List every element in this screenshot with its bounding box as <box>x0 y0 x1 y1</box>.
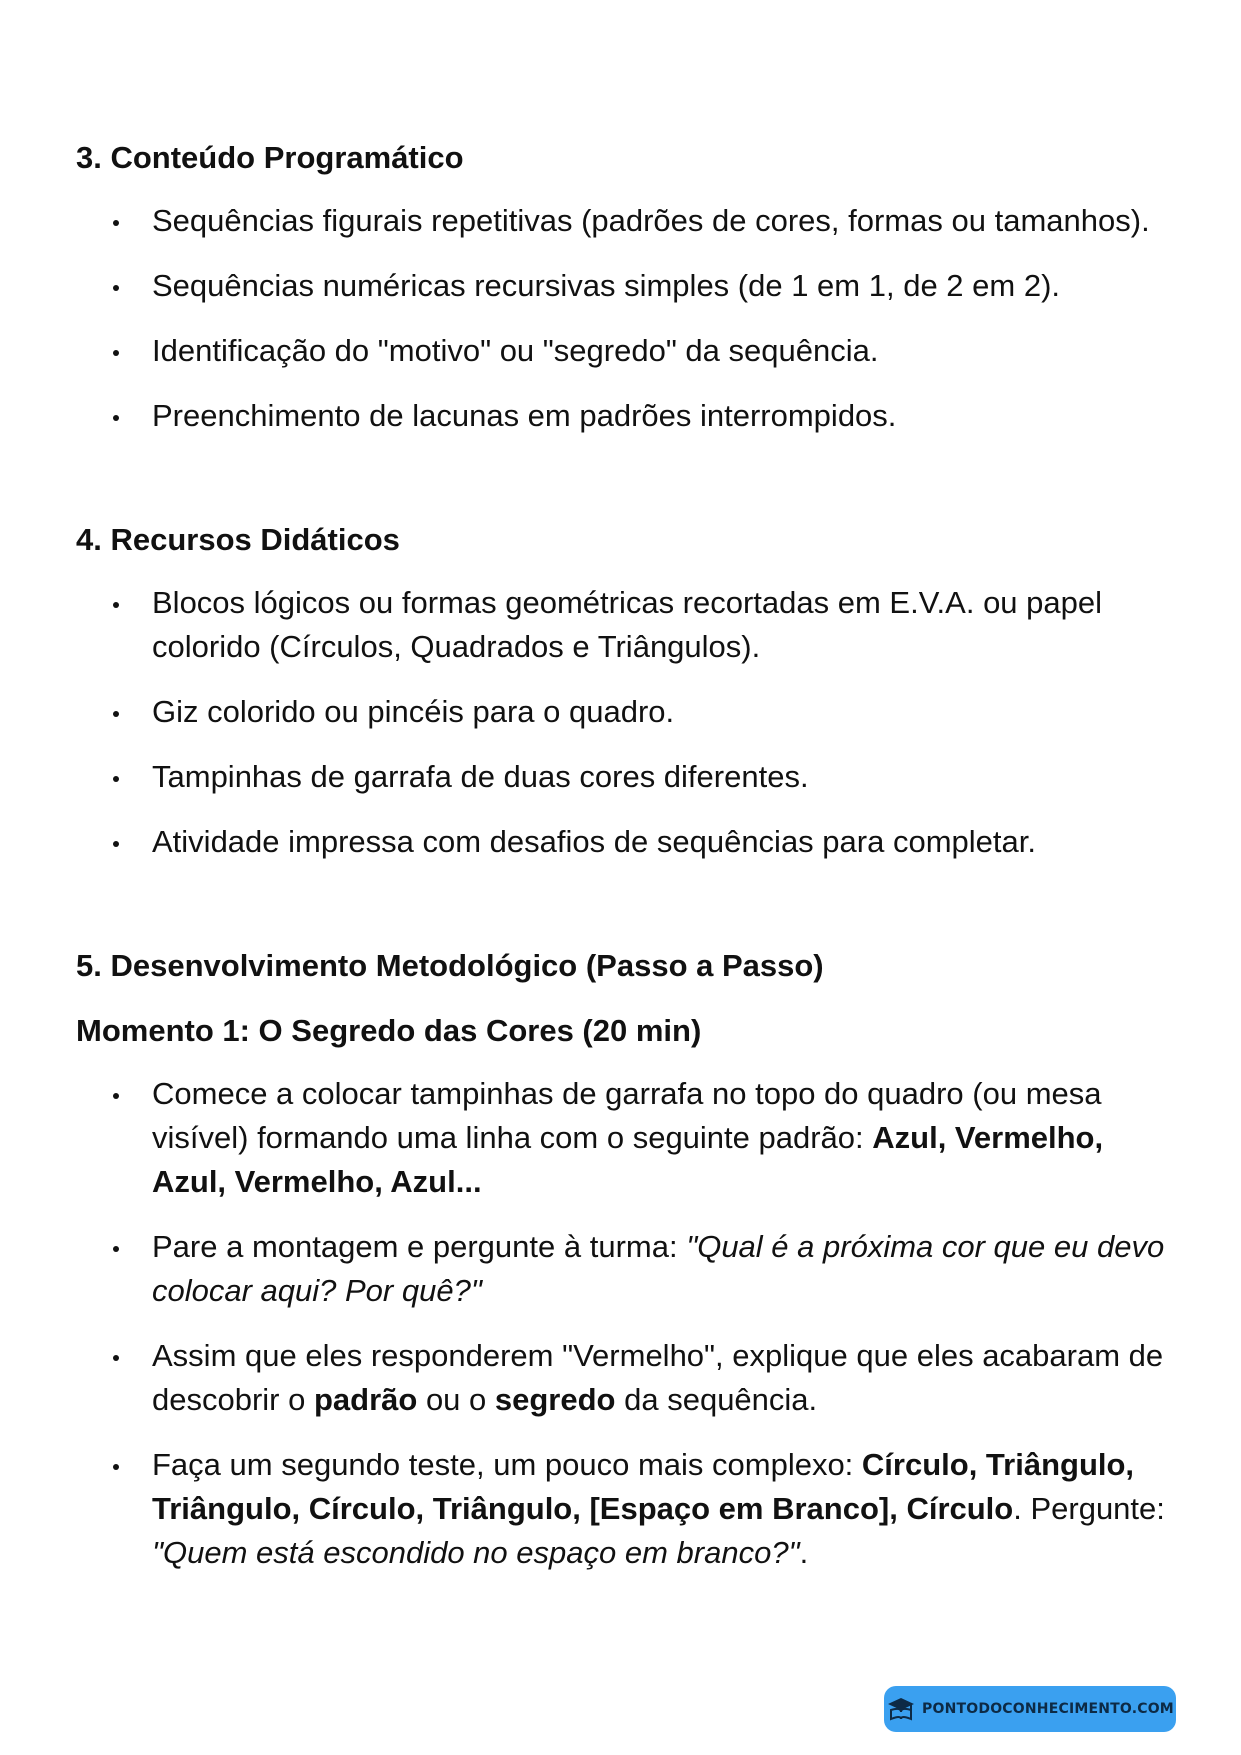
list-item: Atividade impressa com desafios de sequências para completar. <box>76 820 1176 864</box>
list-item: Identificação do "motivo" ou "segredo" da sequência. <box>76 329 1176 373</box>
section-heading-recursos: 4. Recursos Didáticos <box>76 522 400 557</box>
graduation-book-icon <box>886 1696 916 1722</box>
item-italic-question: "Quem está escondido no espaço em branco?" <box>152 1535 800 1570</box>
list-item: Giz colorido ou pincéis para o quadro. <box>76 690 1176 734</box>
item-bold-pattern: Azul, Vermelho, Azul, Vermelho, Azul... <box>152 1120 1104 1199</box>
list-conteudo <box>76 199 1176 438</box>
moment-title: Momento 1: O Segredo das Cores (20 min) <box>76 1013 702 1048</box>
section-spacer <box>76 864 1176 946</box>
list-item <box>76 1443 1176 1575</box>
list-item <box>76 1225 1176 1313</box>
item-bold-shapes: Círculo, Triângulo, Triângulo, Círculo, Triângulo, [Espaço em Branco], Círculo <box>152 1447 1135 1526</box>
list-item: Preenchimento de lacunas em padrões interrompidos. <box>76 394 1176 438</box>
item-text: Faça um segundo teste, um pouco mais complexo: <box>152 1447 862 1482</box>
section-heading-conteudo: 3. Conteúdo Programático <box>76 140 464 175</box>
document-page <box>76 138 1176 1575</box>
list-item: Sequências figurais repetitivas (padrões de cores, formas ou tamanhos). <box>76 199 1176 243</box>
list-item <box>76 1334 1176 1422</box>
list-item <box>76 1072 1176 1204</box>
item-italic-question: "Qual é a próxima cor que eu devo colocar aqui? Por quê?" <box>152 1229 1165 1308</box>
item-text: Pare a montagem e pergunte à turma: <box>152 1229 687 1264</box>
item-text: Comece a colocar tampinhas de garrafa no topo do quadro (ou mesa visível) formando uma linha com o seguinte padrão: <box>152 1076 1102 1155</box>
list-item: Tampinhas de garrafa de duas cores diferentes. <box>76 755 1176 799</box>
item-text: ou o <box>417 1382 495 1417</box>
section-heading-desenvolvimento: 5. Desenvolvimento Metodológico (Passo a Passo) <box>76 948 824 983</box>
list-momento-1 <box>76 1072 1176 1575</box>
section-spacer <box>76 438 1176 520</box>
site-badge-text: PONTODOCONHECIMENTO.COM <box>922 1701 1174 1717</box>
site-badge-link[interactable] <box>884 1686 1176 1732</box>
item-text: Assim que eles responderem "Vermelho", explique que eles acabaram de descobrir o <box>152 1338 1164 1417</box>
item-text: . Pergunte: <box>1013 1491 1165 1526</box>
item-text: . <box>799 1535 809 1570</box>
list-item: Blocos lógicos ou formas geométricas recortadas em E.V.A. ou papel colorido (Círculos, Quadrados e Triângulos). <box>76 581 1176 669</box>
list-recursos <box>76 581 1176 864</box>
item-text: da sequência. <box>615 1382 818 1417</box>
item-bold-segredo: segredo <box>494 1382 616 1417</box>
list-item: Sequências numéricas recursivas simples (de 1 em 1, de 2 em 2). <box>76 264 1176 308</box>
item-bold-padrao: padrão <box>313 1382 418 1417</box>
